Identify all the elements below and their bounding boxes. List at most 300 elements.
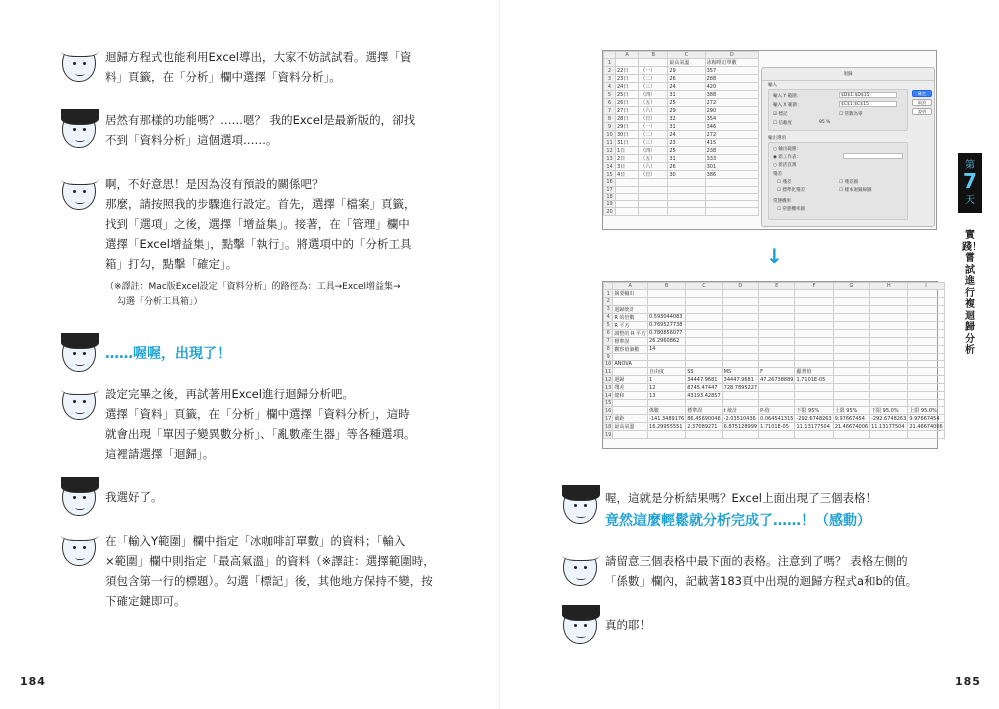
- cell[interactable]: [833, 298, 869, 305]
- cell[interactable]: [833, 321, 869, 329]
- text-line: 啊，不好意思！是因為沒有預設的關係吧？: [105, 177, 324, 191]
- cell[interactable]: [722, 400, 758, 407]
- cell[interactable]: [908, 329, 944, 337]
- cell[interactable]: [795, 345, 833, 353]
- cell[interactable]: [870, 337, 908, 345]
- row-number: 14: [604, 163, 616, 171]
- cell[interactable]: [908, 360, 944, 367]
- cell[interactable]: 下限 95.0%: [870, 407, 908, 415]
- teacher-avatar-icon: [563, 548, 597, 586]
- cell[interactable]: 上限 95.0%: [908, 407, 944, 415]
- cell[interactable]: 25日: [616, 91, 639, 99]
- cell[interactable]: （二）: [639, 131, 668, 139]
- cell[interactable]: 34447.9681: [722, 376, 758, 384]
- cell[interactable]: [833, 345, 869, 353]
- cell[interactable]: P-值: [759, 407, 795, 415]
- cell[interactable]: [722, 360, 758, 367]
- cell[interactable]: 殘差: [613, 384, 648, 392]
- cell[interactable]: （三）: [639, 139, 668, 147]
- down-arrow-icon: ↓: [766, 244, 783, 268]
- cell[interactable]: 238: [705, 147, 758, 155]
- cell[interactable]: MS: [722, 368, 758, 376]
- cell[interactable]: [616, 208, 639, 215]
- cell[interactable]: （五）: [639, 155, 668, 163]
- cell[interactable]: 415: [705, 139, 758, 147]
- cell[interactable]: [686, 353, 722, 360]
- residual-text: 殘差: [782, 180, 792, 185]
- cell[interactable]: [759, 290, 795, 298]
- cell[interactable]: [908, 298, 944, 305]
- cell[interactable]: 6.875128999: [723, 423, 758, 430]
- cell[interactable]: [668, 201, 705, 208]
- cell[interactable]: 9.97667454: [908, 415, 944, 423]
- cell[interactable]: （一）: [639, 67, 668, 75]
- cell[interactable]: [616, 59, 639, 67]
- cell[interactable]: [908, 368, 944, 376]
- cell[interactable]: t 統計: [722, 407, 758, 415]
- cell[interactable]: 13: [648, 392, 686, 400]
- ok-button[interactable]: 確定: [912, 90, 932, 97]
- cell[interactable]: 301: [705, 163, 758, 171]
- cell[interactable]: [870, 298, 908, 305]
- cell[interactable]: [639, 59, 668, 67]
- cell[interactable]: [795, 400, 833, 407]
- cell[interactable]: [639, 193, 668, 200]
- output-range-radio[interactable]: ○ 輸出範圍：: [773, 147, 801, 152]
- confidence-value[interactable]: 95 %: [819, 120, 831, 125]
- cell[interactable]: 346: [705, 123, 758, 131]
- cell[interactable]: 總和: [613, 392, 648, 400]
- cell[interactable]: [870, 313, 908, 321]
- cell[interactable]: 47.26738889: [760, 376, 794, 383]
- cell[interactable]: 24: [668, 83, 705, 91]
- cell[interactable]: [759, 431, 795, 438]
- cell[interactable]: 357: [705, 67, 758, 75]
- excel-output-grid: [603, 282, 945, 439]
- cell[interactable]: 31: [668, 155, 705, 163]
- cell[interactable]: 26: [668, 75, 705, 83]
- cell[interactable]: [870, 392, 908, 400]
- cancel-button[interactable]: 取消: [912, 99, 932, 106]
- cell[interactable]: [648, 360, 686, 367]
- cell[interactable]: 30日: [616, 131, 639, 139]
- cell[interactable]: [648, 400, 686, 407]
- vertical-chapter-title: 實踐！嘗試進行複迴歸分析: [962, 230, 982, 356]
- input-y-field[interactable]: $D$1:$D$15: [839, 92, 897, 98]
- cell[interactable]: [795, 384, 833, 392]
- cell[interactable]: 11.13177504: [870, 423, 908, 431]
- table-row: [604, 400, 945, 407]
- cell[interactable]: 1.7101E-05: [795, 376, 833, 384]
- cell[interactable]: 標準誤: [613, 337, 648, 345]
- cell[interactable]: （六）: [639, 107, 668, 115]
- row-number: 9: [604, 123, 616, 131]
- residual-checkbox[interactable]: ☐ 殘差: [777, 180, 792, 185]
- cell[interactable]: [870, 321, 908, 329]
- column-header: A: [613, 283, 648, 290]
- std-residual-checkbox[interactable]: ☐ 標準化殘差: [777, 188, 805, 193]
- cell[interactable]: [833, 313, 869, 321]
- cell[interactable]: [870, 400, 908, 407]
- table-row: [604, 99, 759, 107]
- cell[interactable]: [686, 321, 722, 329]
- cell[interactable]: [616, 193, 639, 200]
- cell[interactable]: [668, 186, 705, 193]
- cell[interactable]: 4日: [616, 171, 639, 179]
- cell[interactable]: [648, 298, 686, 305]
- cell[interactable]: [908, 321, 944, 329]
- table-row: [604, 423, 945, 431]
- cell[interactable]: SS: [686, 368, 722, 376]
- cell[interactable]: 0.769527738: [648, 321, 686, 329]
- cell[interactable]: [833, 400, 869, 407]
- cell[interactable]: [870, 329, 908, 337]
- cell[interactable]: [795, 337, 833, 345]
- cell[interactable]: [759, 384, 795, 392]
- cell[interactable]: -2.03510436: [722, 415, 758, 423]
- cell[interactable]: [686, 313, 722, 321]
- cell[interactable]: [870, 384, 908, 392]
- cell[interactable]: 86.45690046: [687, 415, 721, 422]
- text-line: 下確定鍵即可。: [105, 594, 186, 608]
- cell[interactable]: [686, 305, 722, 313]
- normal-plot-checkbox[interactable]: ☐ 常態機率圖: [777, 207, 805, 212]
- cell[interactable]: [686, 400, 722, 407]
- cell[interactable]: [613, 368, 648, 376]
- cell[interactable]: 迴歸統計: [613, 305, 648, 313]
- cell[interactable]: [833, 337, 869, 345]
- cell[interactable]: [722, 329, 758, 337]
- label-checkbox[interactable]: ☑ 標記: [773, 112, 788, 117]
- cell[interactable]: 下限 95%: [795, 407, 833, 415]
- cell[interactable]: [639, 186, 668, 193]
- cell[interactable]: [833, 360, 869, 367]
- cell[interactable]: [795, 321, 833, 329]
- const-zero-checkbox[interactable]: ☐ 常數為零: [839, 112, 863, 117]
- row-number: 18: [604, 193, 616, 200]
- cell[interactable]: 2日: [616, 155, 639, 163]
- residual-plot-text: 殘差圖: [844, 180, 858, 185]
- cell[interactable]: 272: [705, 99, 758, 107]
- cell[interactable]: [759, 329, 795, 337]
- cell[interactable]: [686, 290, 722, 298]
- cell[interactable]: [722, 321, 758, 329]
- text-line: 箱」打勾，點擊「確定」。: [105, 257, 238, 271]
- cell[interactable]: [795, 353, 833, 360]
- new-sheet-radio[interactable]: ◉ 新工作表：: [773, 155, 801, 160]
- cell[interactable]: [759, 345, 795, 353]
- help-button[interactable]: 說明: [912, 108, 932, 115]
- cell[interactable]: （日）: [639, 115, 668, 123]
- cell[interactable]: [908, 290, 944, 298]
- cell[interactable]: [795, 313, 833, 321]
- cell[interactable]: [908, 392, 944, 400]
- cell[interactable]: [833, 329, 869, 337]
- cell[interactable]: [705, 193, 758, 200]
- row-number: 8: [604, 345, 613, 353]
- cell[interactable]: [686, 360, 722, 367]
- cell[interactable]: 自由度: [648, 368, 686, 376]
- cell[interactable]: [870, 305, 908, 313]
- cell[interactable]: （三）: [639, 83, 668, 91]
- cell[interactable]: [908, 345, 944, 353]
- cell[interactable]: 290: [705, 107, 758, 115]
- cell[interactable]: 1日: [616, 147, 639, 155]
- cell[interactable]: [908, 376, 944, 384]
- cell[interactable]: [795, 298, 833, 305]
- cell[interactable]: （四）: [639, 91, 668, 99]
- cell[interactable]: [908, 305, 944, 313]
- cell[interactable]: [833, 290, 869, 298]
- cell[interactable]: [759, 313, 795, 321]
- cell[interactable]: [648, 431, 686, 438]
- column-header: G: [833, 283, 869, 290]
- cell[interactable]: [759, 337, 795, 345]
- cell[interactable]: [795, 392, 833, 400]
- cell[interactable]: 26.2960862: [648, 337, 686, 345]
- cell[interactable]: 3日: [616, 163, 639, 171]
- cell[interactable]: [639, 179, 668, 186]
- cell[interactable]: [722, 392, 758, 400]
- student-avatar-icon: [62, 110, 96, 148]
- cell[interactable]: 29: [668, 67, 705, 75]
- cell[interactable]: 31: [668, 123, 705, 131]
- cell[interactable]: [648, 290, 686, 298]
- cell[interactable]: [613, 407, 648, 415]
- student-avatar-icon: [62, 478, 96, 516]
- cell[interactable]: [870, 345, 908, 353]
- cell[interactable]: 386: [705, 171, 758, 179]
- cell[interactable]: [908, 337, 944, 345]
- cell[interactable]: [639, 201, 668, 208]
- cell[interactable]: [870, 360, 908, 367]
- cell[interactable]: [705, 186, 758, 193]
- chapter-label-bottom: 天: [965, 195, 975, 206]
- cell[interactable]: [870, 376, 908, 384]
- cell[interactable]: （四）: [639, 147, 668, 155]
- cell[interactable]: 272: [705, 131, 758, 139]
- cell[interactable]: [686, 337, 722, 345]
- cell[interactable]: 2.37089271: [686, 423, 722, 431]
- cell[interactable]: [648, 305, 686, 313]
- cell[interactable]: [686, 345, 722, 353]
- cell[interactable]: 30: [668, 171, 705, 179]
- residual-plot-checkbox[interactable]: ☐ 殘差圖: [839, 180, 858, 185]
- input-x-field[interactable]: $C$1:$C$15: [839, 101, 897, 107]
- cell[interactable]: （一）: [639, 123, 668, 131]
- cell[interactable]: 388: [705, 91, 758, 99]
- cell[interactable]: [705, 201, 758, 208]
- cell[interactable]: [613, 353, 648, 360]
- cell[interactable]: （五）: [639, 99, 668, 107]
- cell[interactable]: [870, 368, 908, 376]
- cell[interactable]: [908, 431, 944, 438]
- cell[interactable]: [795, 360, 833, 367]
- cell[interactable]: 34447.9681: [686, 376, 722, 384]
- cell[interactable]: [686, 329, 722, 337]
- cell[interactable]: （六）: [639, 163, 668, 171]
- cell[interactable]: -292.6748263: [871, 415, 907, 422]
- cell[interactable]: 25: [668, 99, 705, 107]
- cell[interactable]: [616, 179, 639, 186]
- cell[interactable]: [613, 431, 648, 438]
- cell[interactable]: [759, 392, 795, 400]
- cell[interactable]: -292.6748263: [796, 415, 832, 422]
- cell[interactable]: 觀察值個數: [613, 345, 648, 353]
- cell[interactable]: [833, 353, 869, 360]
- cell[interactable]: [639, 208, 668, 215]
- cell[interactable]: [759, 305, 795, 313]
- cell[interactable]: [908, 400, 944, 407]
- text-line: 那麼，請按照我的步驟進行設定。首先，選擇「檔案」頁籤，: [105, 197, 416, 211]
- cell[interactable]: 0.064541315: [760, 415, 794, 422]
- cell[interactable]: 摘要輸出: [613, 290, 648, 298]
- cell[interactable]: [722, 353, 758, 360]
- cell[interactable]: 728.7895227: [723, 384, 758, 391]
- cell[interactable]: [668, 179, 705, 186]
- cell[interactable]: 26: [668, 163, 705, 171]
- cell[interactable]: [759, 360, 795, 367]
- cell[interactable]: 28日: [616, 115, 639, 123]
- cell[interactable]: [759, 353, 795, 360]
- cell[interactable]: 21.46674006: [834, 423, 869, 430]
- cell[interactable]: 0.593044083: [648, 313, 686, 321]
- cell[interactable]: 22日: [616, 67, 639, 75]
- cell[interactable]: 420: [705, 83, 758, 91]
- translator-note: （※譯註：Mac版Excel設定「資料分析」的路徑為：工具→Excel增益集→: [105, 282, 401, 292]
- cell[interactable]: [795, 305, 833, 313]
- cell[interactable]: 43193.42857: [687, 392, 721, 399]
- cell[interactable]: 25: [668, 147, 705, 155]
- cell[interactable]: 31: [668, 91, 705, 99]
- line-fit-checkbox[interactable]: ☐ 樣本迴歸線圖: [839, 188, 872, 193]
- cell[interactable]: [722, 337, 758, 345]
- cell[interactable]: [668, 193, 705, 200]
- cell[interactable]: 14: [648, 345, 686, 353]
- cell[interactable]: [705, 179, 758, 186]
- cell[interactable]: [668, 208, 705, 215]
- cell[interactable]: F: [759, 368, 795, 376]
- cell[interactable]: [795, 431, 833, 438]
- cell[interactable]: ANOVA: [613, 360, 648, 367]
- cell[interactable]: 上限 95%: [833, 407, 869, 415]
- cell[interactable]: [759, 321, 795, 329]
- cell[interactable]: 27日: [616, 107, 639, 115]
- cell[interactable]: [908, 353, 944, 360]
- cell[interactable]: [833, 392, 869, 400]
- cell[interactable]: 最高氣溫: [613, 423, 648, 431]
- cell[interactable]: [722, 290, 758, 298]
- cell[interactable]: 16.29955551: [648, 423, 686, 431]
- cell[interactable]: [870, 290, 908, 298]
- cell[interactable]: [722, 298, 758, 305]
- cell[interactable]: [833, 431, 869, 438]
- cell[interactable]: R 平方: [613, 321, 648, 329]
- cell[interactable]: 26日: [616, 99, 639, 107]
- cell[interactable]: [870, 431, 908, 438]
- table-row: [604, 415, 945, 423]
- cell[interactable]: 23日: [616, 75, 639, 83]
- cell[interactable]: 顯著值: [795, 368, 833, 376]
- cell[interactable]: 333: [705, 155, 758, 163]
- table-row: [604, 345, 945, 353]
- new-book-radio[interactable]: ○ 新活頁簿: [773, 163, 797, 168]
- cell[interactable]: 24: [668, 131, 705, 139]
- cell[interactable]: [616, 186, 639, 193]
- cell[interactable]: [759, 400, 795, 407]
- cell[interactable]: [722, 313, 758, 321]
- cell[interactable]: 0.780856077: [648, 329, 686, 337]
- cell[interactable]: [686, 431, 722, 438]
- cell[interactable]: 8745.47447: [686, 384, 722, 392]
- column-header-row: [604, 283, 945, 290]
- cell[interactable]: 21.46674006: [909, 423, 943, 430]
- cell[interactable]: [833, 368, 869, 376]
- cell[interactable]: 迴歸: [613, 376, 648, 384]
- cell[interactable]: [686, 298, 722, 305]
- cell[interactable]: R 的倍數: [613, 313, 648, 321]
- cell[interactable]: [795, 290, 833, 298]
- cell[interactable]: 最高氣溫: [668, 59, 705, 67]
- cell[interactable]: 288: [705, 75, 758, 83]
- cell[interactable]: [722, 345, 758, 353]
- cell[interactable]: [616, 201, 639, 208]
- cell[interactable]: 1.7101E-05: [759, 423, 795, 431]
- cell[interactable]: [908, 313, 944, 321]
- cell[interactable]: 12: [648, 384, 686, 392]
- cell[interactable]: [722, 431, 758, 438]
- cell[interactable]: [722, 305, 758, 313]
- cell[interactable]: 標準誤: [686, 407, 722, 415]
- cell[interactable]: 29日: [616, 123, 639, 131]
- cell[interactable]: 354: [705, 115, 758, 123]
- cell[interactable]: 23: [668, 139, 705, 147]
- cell[interactable]: （日）: [639, 171, 668, 179]
- text-line: 喔，這就是分析結果嗎？Excel上面出現了三個表格！: [605, 491, 877, 505]
- cell[interactable]: 冰咖啡訂單數: [705, 59, 758, 67]
- cell[interactable]: [833, 376, 869, 384]
- cell[interactable]: 9.97667454: [833, 415, 869, 423]
- cell[interactable]: [833, 384, 869, 392]
- cell[interactable]: [870, 353, 908, 360]
- cell[interactable]: -141.3489176: [649, 415, 685, 422]
- cell[interactable]: 截距: [613, 415, 648, 423]
- cell[interactable]: 31日: [616, 139, 639, 147]
- cell[interactable]: 1: [648, 376, 686, 384]
- cell[interactable]: [648, 353, 686, 360]
- confidence-checkbox[interactable]: ☐ 信賴度: [773, 121, 792, 126]
- cell[interactable]: [833, 305, 869, 313]
- cell[interactable]: [705, 208, 758, 215]
- cell[interactable]: [908, 384, 944, 392]
- cell[interactable]: [613, 400, 648, 407]
- cell[interactable]: （二）: [639, 75, 668, 83]
- new-sheet-field[interactable]: [843, 153, 903, 159]
- cell[interactable]: 調整的 R 平方: [614, 330, 647, 337]
- cell[interactable]: 11.13177504: [795, 423, 833, 431]
- text-line: 這裡請選擇「迴歸」。: [105, 447, 215, 461]
- cell[interactable]: [759, 298, 795, 305]
- cell[interactable]: 29: [668, 107, 705, 115]
- cell[interactable]: 32: [668, 115, 705, 123]
- cell[interactable]: 24日: [616, 83, 639, 91]
- row-number: 4: [604, 83, 616, 91]
- cell[interactable]: 係數: [648, 407, 686, 415]
- row-number: 3: [604, 305, 613, 313]
- teacher-avatar-icon: [62, 172, 96, 210]
- cell[interactable]: [613, 298, 648, 305]
- cell[interactable]: [795, 329, 833, 337]
